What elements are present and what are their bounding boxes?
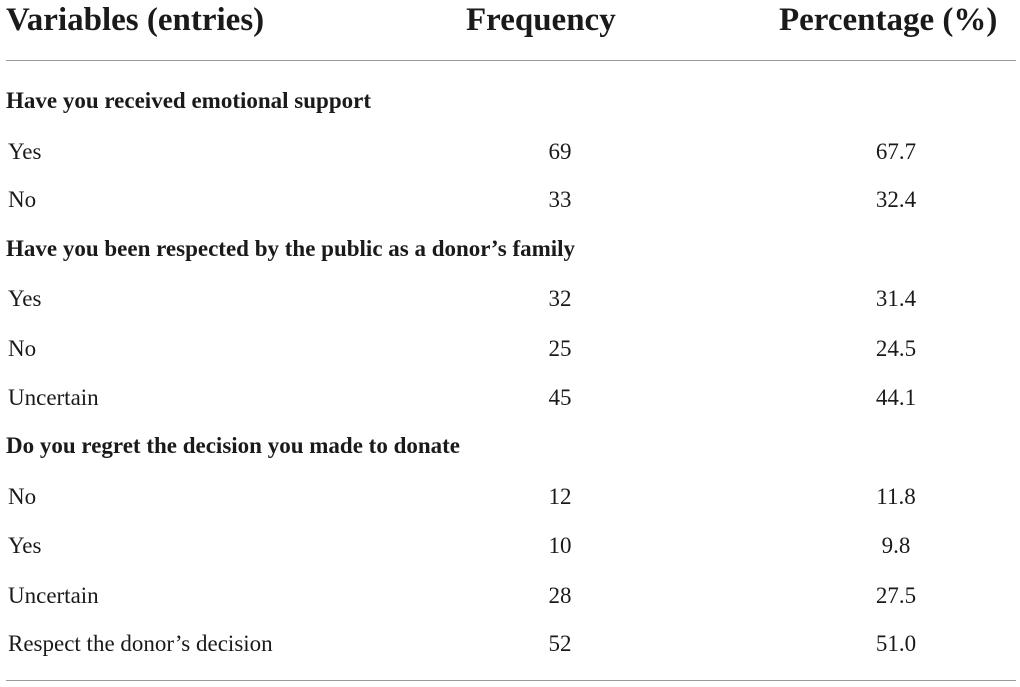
- row-label: Yes: [8, 286, 42, 311]
- row-percentage: 32.4: [875, 187, 917, 212]
- row-frequency: 32: [548, 286, 572, 311]
- section-title-public-respect: Have you been respected by the public as a donor’s family: [6, 236, 576, 261]
- section-title-regret-decision: Do you regret the decision you made to donate: [6, 433, 461, 458]
- row-percentage: 67.7: [875, 139, 917, 164]
- table-row: [0, 187, 1020, 217]
- row-percentage: 24.5: [875, 336, 917, 361]
- row-percentage: 9.8: [881, 533, 911, 558]
- row-frequency: 33: [548, 187, 572, 212]
- header-variables: Variables (entries): [6, 2, 265, 38]
- table-row: [0, 631, 1020, 661]
- table-row: [0, 484, 1020, 514]
- header-divider: [6, 60, 1016, 61]
- row-frequency: 69: [548, 139, 572, 164]
- table-row: [0, 533, 1020, 563]
- row-frequency: 12: [548, 484, 572, 509]
- row-label: Uncertain: [8, 583, 99, 608]
- table-bottom-rule: [6, 680, 1016, 681]
- row-label: No: [8, 484, 37, 509]
- row-frequency: 52: [548, 631, 572, 656]
- table-row: [0, 336, 1020, 366]
- row-frequency: 10: [548, 533, 572, 558]
- table-row: [0, 286, 1020, 316]
- row-frequency: 28: [548, 583, 572, 608]
- row-label: Yes: [8, 139, 42, 164]
- row-percentage: 31.4: [875, 286, 917, 311]
- row-percentage: 51.0: [875, 631, 917, 656]
- table-row: [0, 583, 1020, 613]
- row-percentage: 27.5: [875, 583, 917, 608]
- header-percentage: Percentage (%): [779, 2, 998, 38]
- row-frequency: 45: [548, 385, 572, 410]
- row-label: Respect the donor’s decision: [8, 631, 273, 656]
- row-label: No: [8, 187, 37, 212]
- row-label: Uncertain: [8, 385, 99, 410]
- table-header: [0, 0, 1020, 44]
- section-title-emotional-support: Have you received emotional support: [6, 88, 371, 113]
- row-frequency: 25: [548, 336, 572, 361]
- row-label: Yes: [8, 533, 42, 558]
- row-percentage: 11.8: [876, 484, 916, 509]
- row-label: No: [8, 336, 37, 361]
- header-frequency: Frequency: [466, 2, 616, 38]
- table-row: [0, 139, 1020, 169]
- table-row: [0, 385, 1020, 415]
- row-percentage: 44.1: [875, 385, 917, 410]
